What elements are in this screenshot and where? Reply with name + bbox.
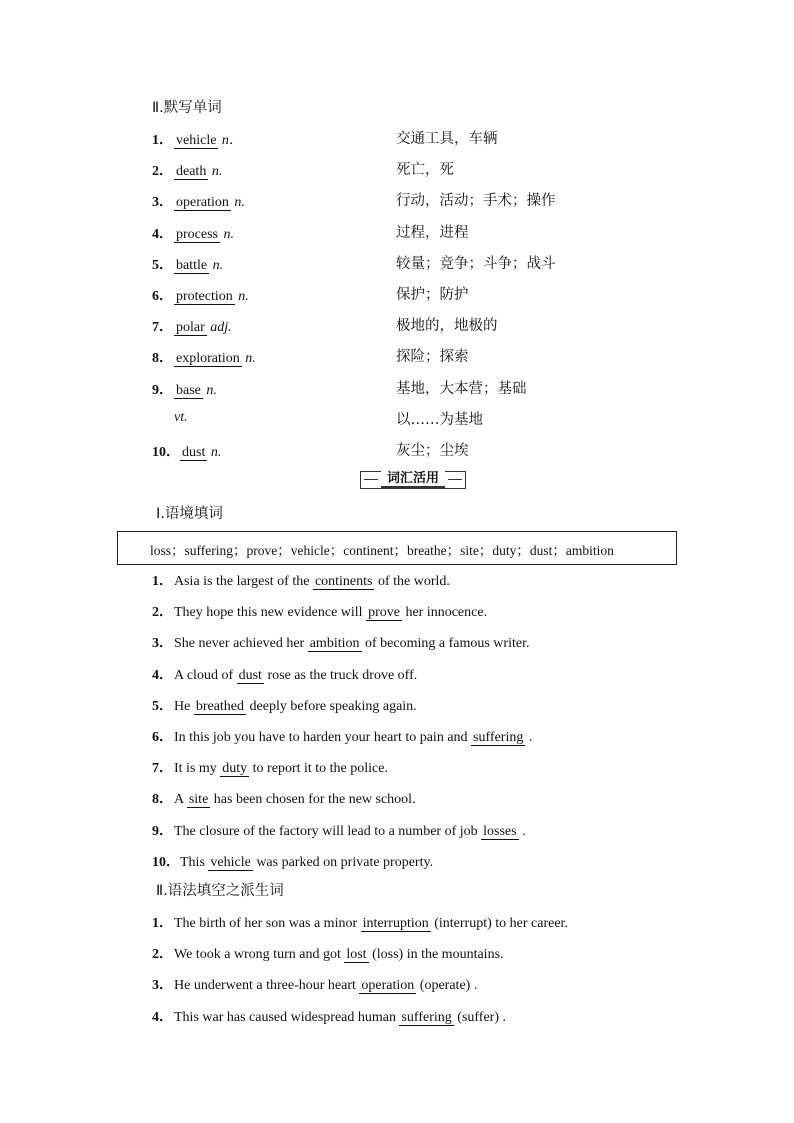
- vocab-meaning: 行动，活动；手术；操作: [396, 193, 556, 209]
- item-number: 4．: [152, 227, 173, 242]
- item-number: 1．: [152, 133, 173, 148]
- vocab-meaning: 灰尘；尘埃: [396, 443, 469, 459]
- item-number: 7．: [152, 320, 173, 335]
- answer-word: operation: [176, 195, 229, 210]
- context-sentence: [152, 788, 416, 808]
- sentence-before: A: [174, 792, 184, 807]
- vocab-meaning: 过程，进程: [396, 225, 469, 241]
- vocab-row: [152, 254, 223, 274]
- sentence-after: to report it to the police.: [252, 761, 388, 776]
- part-of-speech: n.: [223, 227, 234, 242]
- sentence-after: has been chosen for the new school.: [213, 792, 416, 807]
- vocab-row: [152, 129, 243, 149]
- sentence-before: They hope this new evidence will: [174, 605, 363, 620]
- section-banner: [360, 471, 466, 489]
- item-number: 5．: [152, 258, 173, 273]
- answer-word: polar: [176, 320, 205, 335]
- item-number: 8．: [152, 792, 173, 807]
- vocab-row: [152, 379, 217, 399]
- sentence-before: The closure of the factory will lead to a number of job: [174, 824, 478, 839]
- context-sentence: [152, 851, 433, 871]
- vocab-meaning: 极地的，地极的: [396, 318, 498, 334]
- section-heading-dictation: Ⅱ.默写单词: [152, 100, 222, 116]
- answer-blank: site: [188, 792, 209, 807]
- vocab-row: [152, 191, 245, 211]
- item-number: 9．: [152, 383, 173, 398]
- vocab-row: [152, 441, 221, 461]
- answer-blank: suffering: [473, 730, 524, 745]
- context-sentence: [152, 632, 529, 652]
- item-number: 1．: [152, 574, 173, 589]
- part-of-speech: adj.: [210, 320, 232, 335]
- grammar-sentence: [152, 912, 568, 932]
- context-sentence: [152, 570, 450, 590]
- answer-blank: suffering: [401, 1010, 452, 1025]
- answer-word: death: [176, 164, 207, 179]
- sentence-before: He underwent a three-hour heart: [174, 978, 356, 993]
- part-of-speech: n.: [238, 289, 249, 304]
- grammar-sentence: [152, 943, 504, 963]
- sentence-after: her innocence.: [405, 605, 488, 620]
- vocab-meaning: 交通工具，车辆: [396, 131, 498, 147]
- answer-word: process: [176, 227, 218, 242]
- sentence-before: We took a wrong turn and got: [174, 947, 341, 962]
- answer-word: exploration: [176, 351, 240, 366]
- sentence-before: It is my: [174, 761, 217, 776]
- answer-word: base: [176, 383, 201, 398]
- vocab-meaning: 基地，大本营；基础: [396, 381, 527, 397]
- sentence-after: rose as the truck drove off.: [267, 668, 418, 683]
- word-bank-text: loss；suffering；prove；vehicle；continent；breathe；site；duty；dust；ambition: [150, 543, 614, 558]
- answer-word: vehicle: [176, 133, 217, 148]
- item-number: 3．: [152, 978, 173, 993]
- part-of-speech: n.: [234, 195, 245, 210]
- vocab-row: [152, 347, 256, 367]
- part-of-speech: n.: [245, 351, 256, 366]
- sentence-after: .: [522, 824, 526, 839]
- item-number: 10．: [152, 855, 180, 870]
- item-number: 6．: [152, 289, 173, 304]
- sentence-before: Asia is the largest of the: [174, 574, 310, 589]
- sentence-before: He: [174, 699, 191, 714]
- vocab-row: [152, 160, 222, 180]
- item-number: 6．: [152, 730, 173, 745]
- answer-blank: ambition: [309, 636, 360, 651]
- sentence-after: deeply before speaking again.: [249, 699, 417, 714]
- vocab-meaning: 保护；防护: [396, 287, 469, 303]
- item-number: 5．: [152, 699, 173, 714]
- item-number: 10．: [152, 445, 180, 460]
- answer-blank: lost: [346, 947, 367, 962]
- sentence-before: In this job you have to harden your heart to pain and: [174, 730, 468, 745]
- vocab-meaning: 死亡，死: [396, 162, 454, 178]
- sentence-before: This war has caused widespread human: [174, 1010, 396, 1025]
- item-number: 8．: [152, 351, 173, 366]
- sentence-before: This: [180, 855, 205, 870]
- item-number: 3．: [152, 195, 173, 210]
- answer-blank: operation: [361, 978, 415, 993]
- item-number: 2．: [152, 164, 173, 179]
- part-of-speech: n.: [210, 445, 222, 460]
- sentence-after: .: [528, 730, 533, 745]
- vocab-row: [152, 410, 188, 426]
- answer-word: battle: [176, 258, 208, 273]
- word-bank-box: [117, 531, 677, 565]
- part-of-speech: n.: [206, 383, 217, 398]
- item-number: 7．: [152, 761, 173, 776]
- answer-word: dust: [182, 445, 206, 460]
- banner-title: 词汇活用: [381, 471, 445, 489]
- answer-blank: continents: [314, 574, 373, 589]
- item-number: 9．: [152, 824, 173, 839]
- sentence-after: (loss) in the mountains.: [372, 947, 504, 962]
- answer-word: protection: [176, 289, 233, 304]
- answer-blank: duty: [222, 761, 248, 776]
- sentence-after: (interrupt) to her career.: [434, 916, 568, 931]
- vocab-meaning: 探险；探索: [396, 349, 469, 365]
- answer-blank: breathed: [195, 699, 245, 714]
- item-number: 3．: [152, 636, 173, 651]
- answer-blank: dust: [238, 668, 262, 683]
- sentence-before: She never achieved her: [174, 636, 305, 651]
- part-of-speech: n.: [211, 164, 223, 179]
- part-of-speech: n．: [221, 133, 243, 148]
- sentence-after: of becoming a famous writer.: [365, 636, 530, 651]
- context-sentence: [152, 726, 532, 746]
- sentence-before: The birth of her son was a minor: [174, 916, 358, 931]
- part-of-speech: n.: [212, 258, 224, 273]
- sentence-after: was parked on private property.: [256, 855, 434, 870]
- sentence-after: (operate) .: [419, 978, 478, 993]
- context-sentence: [152, 820, 526, 840]
- vocab-meaning: 较量；竞争；斗争；战斗: [396, 256, 556, 272]
- answer-blank: vehicle: [210, 855, 251, 870]
- item-number: 4．: [152, 668, 173, 683]
- answer-blank: prove: [368, 605, 400, 620]
- answer-blank: losses: [483, 824, 517, 839]
- item-number: 4．: [152, 1010, 173, 1025]
- item-number: 2．: [152, 947, 173, 962]
- section-heading-derivatives: Ⅱ.语法填空之派生词: [156, 883, 284, 899]
- sentence-before: A cloud of: [174, 668, 234, 683]
- answer-blank: interruption: [362, 916, 429, 931]
- vocab-meaning: 以……为基地: [396, 412, 483, 428]
- context-sentence: [152, 601, 487, 621]
- item-number: 1．: [152, 916, 173, 931]
- section-heading-context-fill: Ⅰ.语境填词: [156, 506, 223, 522]
- context-sentence: [152, 664, 417, 684]
- sentence-after: of the world.: [377, 574, 450, 589]
- vocab-row: [152, 316, 232, 336]
- context-sentence: [152, 695, 417, 715]
- context-sentence: [152, 757, 388, 777]
- vocab-row: [152, 223, 234, 243]
- grammar-sentence: [152, 974, 477, 994]
- sentence-after: (suffer) .: [457, 1010, 507, 1025]
- part-of-speech: vt.: [174, 410, 188, 425]
- item-number: 2．: [152, 605, 173, 620]
- grammar-sentence: [152, 1006, 506, 1026]
- vocab-row: [152, 285, 249, 305]
